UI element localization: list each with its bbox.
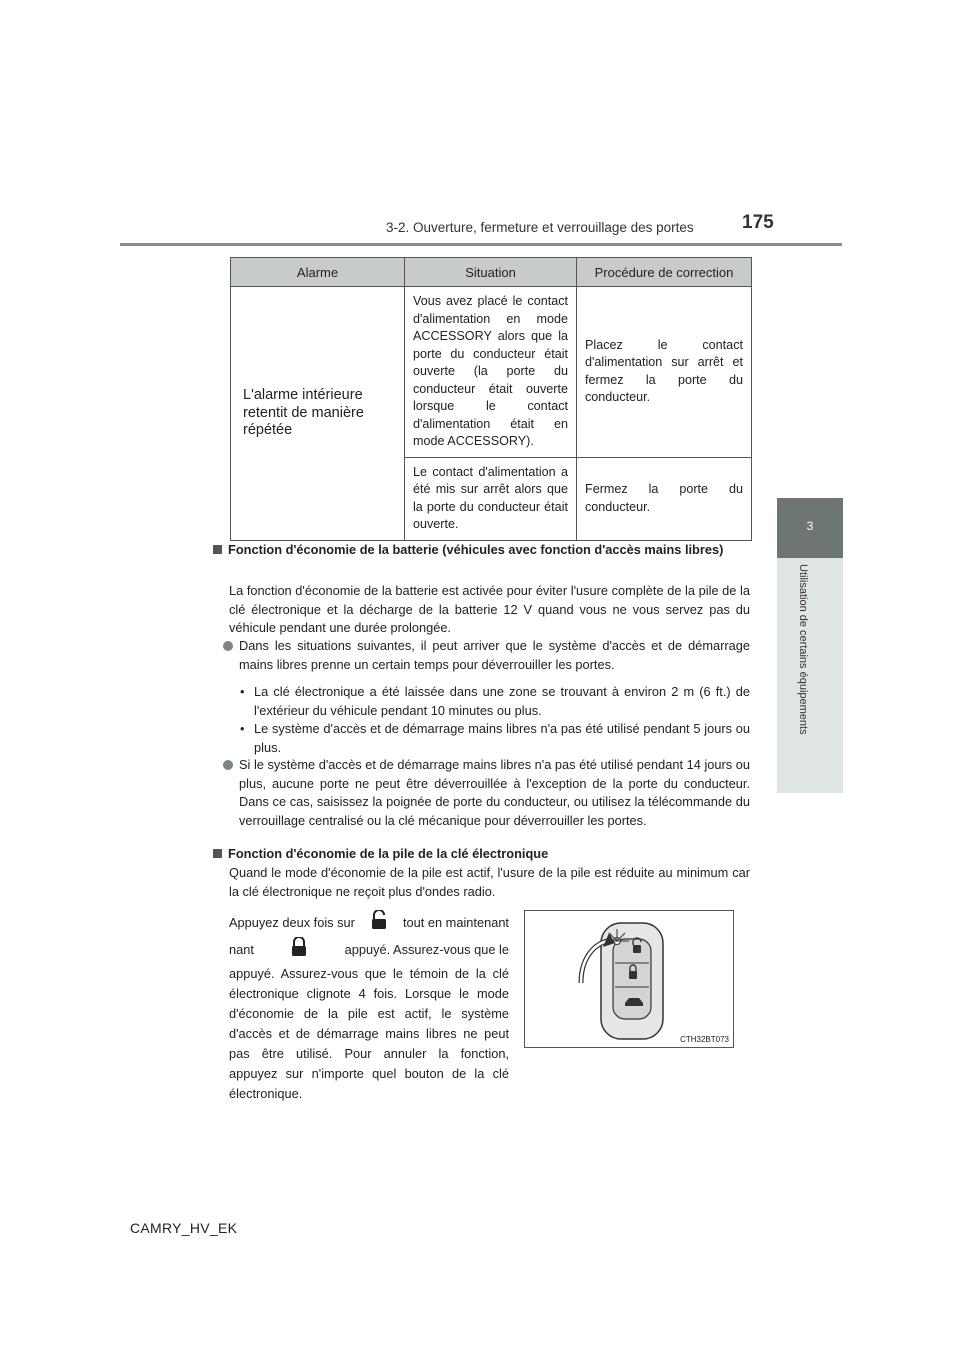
sub-list-item: • Le système d'accès et de démarrage mains libres n'a pas été utilisé pendant 5 jours ou plus. <box>240 721 750 755</box>
table-header-row <box>231 258 752 287</box>
section-title: 3-2. Ouverture, fermeture et verrouillage des portes <box>386 220 694 235</box>
key-fob-figure <box>524 910 734 1048</box>
unlock-icon <box>370 910 388 936</box>
key-saver-instructions: Appuyez deux fois sur tout en maintenant nant appuyé. Assurez-vous que le appuyé. Assurez-vous que le témoin de la clé électronique clignote 4 fois. Lorsque le mode d'économie de la pile est actif, le système d'accès et de démarrage mains libres ne peut pas être utilisé. Pour annuler la fonction, appuyez sur n'importe quel bouton de la clé électronique. <box>229 910 509 1104</box>
chapter-label: Utilisation de certains équipements <box>797 564 809 735</box>
alarm-table <box>230 257 752 541</box>
bullet-item: Dans les situations suivantes, il peut arriver que le système d'accès et de démarrage mains libres prenne un certain temps pour déverrouiller les portes. <box>223 637 750 674</box>
key-saver-heading: Fonction d'économie de la pile de la clé électronique <box>213 845 750 864</box>
bullet-item: Si le système d'accès et de démarrage mains libres n'a pas été utilisé pendant 14 jours ou plus, aucune porte ne peut être déverrouillée à l'exception de la porte du conducteur. Dans ce cas, saisissez la poignée de porte du conducteur, ou utilisez la télécommande du verrouillage centralisé ou la clé mécanique pour déverrouiller les portes. <box>223 756 750 830</box>
col-header-situation: Situation <box>405 258 577 287</box>
key-saver-intro: Quand le mode d'économie de la pile est actif, l'usure de la pile est réduite au minimum car la clé électronique ne reçoit plus d'ondes radio. <box>229 865 750 899</box>
square-bullet-icon <box>213 545 222 554</box>
lock-icon <box>290 937 308 963</box>
situation-cell: Vous avez placé le contact d'alimentation en mode ACCESSORY alors que la porte du conducteur était ouverte (la porte du conducteur était ouverte lorsque le contact d'alimentation était en mode ACCESSORY). <box>405 287 577 458</box>
round-bullet-icon <box>223 641 233 651</box>
correction-cell: Placez le contact d'alimentation sur arrêt et fermez la porte du conducteur. <box>577 287 752 458</box>
col-header-correction: Procédure de correction <box>577 258 752 287</box>
battery-saver-intro: La fonction d'économie de la batterie est activée pour éviter l'usure complète de la pile de la clé électronique et la décharge de la batterie 12 V quand vous ne vous servez pas du véhicule pendant une durée prolongée. <box>229 583 750 635</box>
sub-list-item: • La clé électronique a été laissée dans une zone se trouvant à environ 2 m (6 ft.) de l'extérieur du véhicule pendant 10 minutes ou plus. <box>240 684 750 718</box>
model-code: CAMRY_HV_EK <box>130 1220 238 1236</box>
square-bullet-icon <box>213 849 222 858</box>
battery-saver-heading: Fonction d'économie de la batterie (véhicules avec fonction d'accès mains libres) <box>213 541 750 560</box>
header-rule <box>120 243 842 246</box>
table-row <box>231 287 752 458</box>
key-fob-illustration <box>525 911 733 1047</box>
round-bullet-icon <box>223 760 233 770</box>
chapter-strip <box>777 558 843 793</box>
page-number: 175 <box>742 212 774 233</box>
chapter-number: 3 <box>806 519 814 533</box>
correction-cell: Fermez la porte du conducteur. <box>577 457 752 540</box>
alarm-cell: L'alarme intérieure retentit de manière répétée <box>231 287 405 541</box>
col-header-alarm: Alarme <box>231 258 405 287</box>
figure-code: CTH32BT073 <box>680 1035 729 1044</box>
situation-cell: Le contact d'alimentation a été mis sur arrêt alors que la porte du conducteur était ouverte. <box>405 457 577 540</box>
